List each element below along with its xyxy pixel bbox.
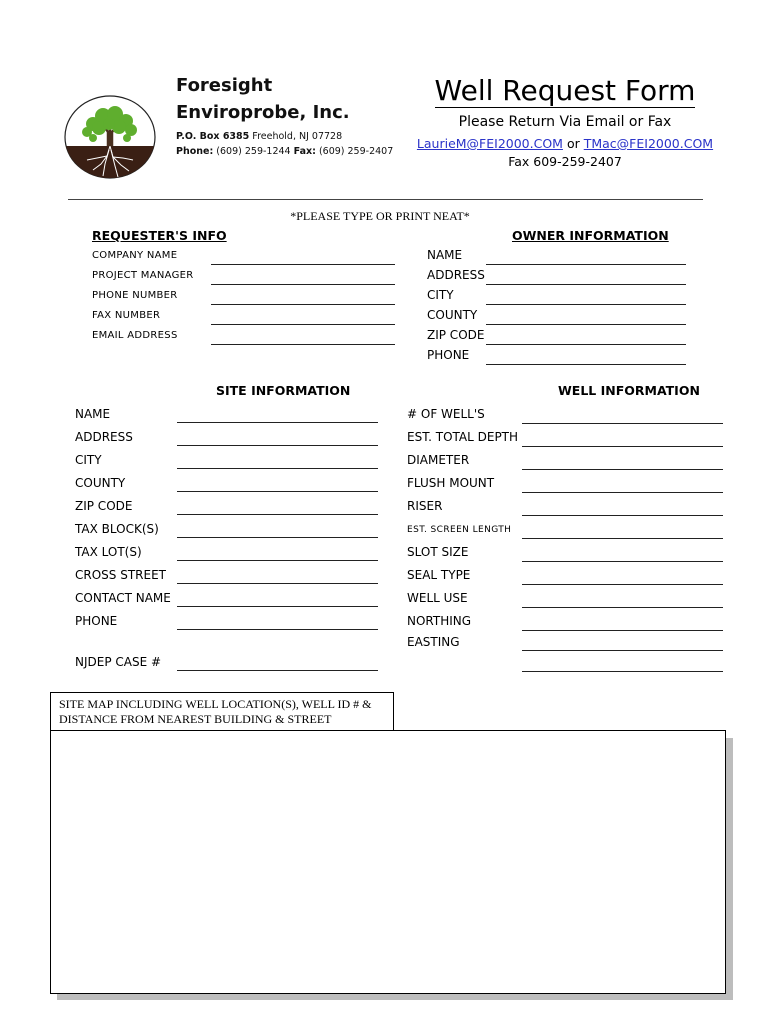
site-label-njdep-case: NJDEP CASE # xyxy=(75,655,162,669)
well-seal-type-field[interactable] xyxy=(522,570,723,585)
fax-line: Fax 609-259-2407 xyxy=(508,154,622,169)
fax-label: Fax: xyxy=(293,146,316,157)
well-flush-mount-field[interactable] xyxy=(522,478,723,493)
well-label-total-depth: EST. TOTAL DEPTH xyxy=(407,430,519,444)
requester-project-manager-field[interactable] xyxy=(211,270,395,285)
well-label-well-use: WELL USE xyxy=(407,591,468,605)
requester-label-fax-number: FAX NUMBER xyxy=(92,310,161,321)
site-map-label: SITE MAP INCLUDING WELL LOCATION(S), WELL ID # & DISTANCE FROM NEAREST BUILDING & STREET xyxy=(50,692,394,734)
site-address-field[interactable] xyxy=(177,431,378,446)
well-label-easting: EASTING xyxy=(407,635,460,649)
well-label-diameter: DIAMETER xyxy=(407,453,470,467)
well-total-depth-field[interactable] xyxy=(522,432,723,447)
requester-label-project-manager: PROJECT MANAGER xyxy=(92,270,194,281)
requester-heading: REQUESTER'S INFO xyxy=(92,228,227,243)
requester-fax-number-field[interactable] xyxy=(211,310,395,325)
phone-label: Phone: xyxy=(176,146,214,157)
owner-county-field[interactable] xyxy=(486,310,686,325)
well-label-flush-mount: FLUSH MOUNT xyxy=(407,476,495,490)
well-label-northing: NORTHING xyxy=(407,614,472,628)
well-extra-field[interactable] xyxy=(522,657,723,672)
owner-address-field[interactable] xyxy=(486,270,686,285)
form-title: Well Request Form xyxy=(434,74,696,107)
owner-phone-field[interactable] xyxy=(486,350,686,365)
site-label-address: ADDRESS xyxy=(75,430,133,444)
requester-email-address-field[interactable] xyxy=(211,330,395,345)
well-diameter-field[interactable] xyxy=(522,455,723,470)
site-map-drawing-area[interactable] xyxy=(50,730,726,994)
email-line xyxy=(400,135,730,153)
site-cross-street-field[interactable] xyxy=(177,569,378,584)
email-link-tmac[interactable]: TMac@FEI2000.COM xyxy=(583,136,714,151)
site-zip-code-field[interactable] xyxy=(177,500,378,515)
site-name-field[interactable] xyxy=(177,408,378,423)
requester-phone-number-field[interactable] xyxy=(211,290,395,305)
site-contact-name-field[interactable] xyxy=(177,592,378,607)
company-address xyxy=(176,129,393,159)
site-label-tax-lot: TAX LOT(S) xyxy=(75,545,142,559)
site-njdep-case-field[interactable] xyxy=(177,656,378,671)
site-heading: SITE INFORMATION xyxy=(216,383,351,398)
fax-value: (609) 259-2407 xyxy=(318,146,394,157)
owner-name-field[interactable] xyxy=(486,250,686,265)
requester-label-company-name: COMPANY NAME xyxy=(92,250,178,261)
well-num-wells-field[interactable] xyxy=(522,409,723,424)
owner-city-field[interactable] xyxy=(486,290,686,305)
site-label-zip-code: ZIP CODE xyxy=(75,499,133,513)
company-name-line2: Enviroprobe, Inc. xyxy=(176,102,350,123)
phone-value: (609) 259-1244 xyxy=(216,146,291,157)
site-label-cross-street: CROSS STREET xyxy=(75,568,166,582)
owner-label-zip-code: ZIP CODE xyxy=(427,328,485,342)
site-phone-field[interactable] xyxy=(177,615,378,630)
site-label-county: COUNTY xyxy=(75,476,126,490)
well-northing-field[interactable] xyxy=(522,616,723,631)
well-label-num-wells: # OF WELL'S xyxy=(407,407,485,421)
site-label-city: CITY xyxy=(75,453,102,467)
site-label-contact-name: CONTACT NAME xyxy=(75,591,171,605)
site-label-phone: PHONE xyxy=(75,614,118,628)
well-label-slot-size: SLOT SIZE xyxy=(407,545,469,559)
tree-logo-icon xyxy=(63,94,157,180)
email-link-laurie[interactable]: LaurieM@FEI2000.COM xyxy=(416,136,563,151)
owner-label-name: NAME xyxy=(427,248,463,262)
site-label-name: NAME xyxy=(75,407,111,421)
po-box: P.O. Box 6385 xyxy=(176,131,250,142)
header-divider xyxy=(68,199,703,200)
site-city-field[interactable] xyxy=(177,454,378,469)
well-well-use-field[interactable] xyxy=(522,593,723,608)
owner-label-address: ADDRESS xyxy=(427,268,485,282)
company-name-line1: Foresight xyxy=(176,75,273,96)
owner-label-county: COUNTY xyxy=(427,308,478,322)
site-tax-lot-field[interactable] xyxy=(177,546,378,561)
well-label-screen-length: EST. SCREEN LENGTH xyxy=(407,525,512,535)
well-slot-size-field[interactable] xyxy=(522,547,723,562)
well-riser-field[interactable] xyxy=(522,501,723,516)
well-label-riser: RISER xyxy=(407,499,443,513)
company-name xyxy=(176,72,350,126)
owner-label-phone: PHONE xyxy=(427,348,470,362)
well-easting-field[interactable] xyxy=(522,636,723,651)
well-screen-length-field[interactable] xyxy=(522,524,723,539)
site-label-tax-block: TAX BLOCK(S) xyxy=(75,522,159,536)
owner-heading: OWNER INFORMATION xyxy=(512,228,669,243)
site-tax-block-field[interactable] xyxy=(177,523,378,538)
requester-label-email-address: EMAIL ADDRESS xyxy=(92,330,178,341)
well-label-seal-type: SEAL TYPE xyxy=(407,568,471,582)
city-state-zip: Freehold, NJ 07728 xyxy=(252,131,343,142)
requester-label-phone-number: PHONE NUMBER xyxy=(92,290,178,301)
email-separator: or xyxy=(566,136,580,151)
well-heading: WELL INFORMATION xyxy=(558,383,700,398)
requester-company-name-field[interactable] xyxy=(211,250,395,265)
owner-zip-code-field[interactable] xyxy=(486,330,686,345)
owner-label-city: CITY xyxy=(427,288,454,302)
site-county-field[interactable] xyxy=(177,477,378,492)
print-note: *PLEASE TYPE OR PRINT NEAT* xyxy=(290,209,470,223)
return-instructions: Please Return Via Email or Fax xyxy=(458,114,672,130)
